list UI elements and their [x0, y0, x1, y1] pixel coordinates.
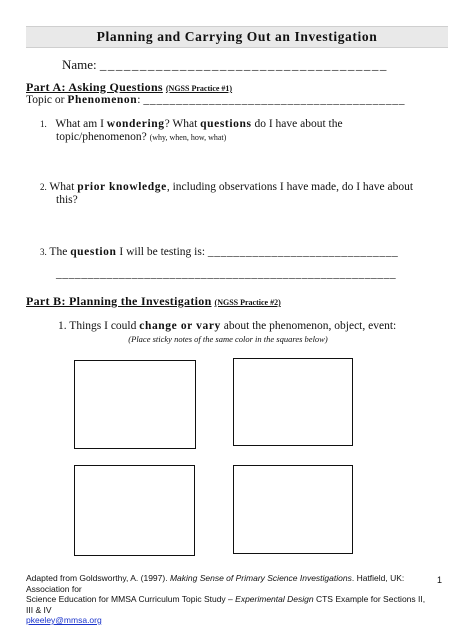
footer-email-link[interactable]: pkeeley@mmsa.org: [26, 615, 102, 625]
question-2: [40, 181, 413, 193]
q2-bold: prior knowledge: [77, 181, 167, 193]
q2-line2: this?: [56, 194, 78, 206]
question-2-line2: [56, 194, 78, 206]
sticky-square-3[interactable]: [74, 465, 195, 556]
footer-citation: [26, 573, 426, 626]
q1-line2: topic/phenomenon?: [56, 131, 147, 143]
q2-pre: What: [49, 181, 75, 193]
topic-line[interactable]: ________________________________________: [143, 94, 406, 106]
q3-line1[interactable]: ______________________________: [207, 246, 399, 258]
part-b-item-1: [58, 320, 396, 332]
q3-line2[interactable]: ______________________________________________________: [56, 268, 397, 280]
part-b-heading: Part B: Planning the Investigation: [26, 294, 212, 308]
sticky-square-1[interactable]: [74, 360, 196, 449]
b1-pre: Things I could: [69, 320, 137, 332]
q1-post: do I have about the: [254, 118, 343, 130]
footer-line2-post: CTS Example for Sections II, III & IV: [26, 594, 426, 615]
q3-bold: question: [70, 246, 117, 258]
part-a-tag: (NGSS Practice #1): [165, 84, 233, 93]
q1-pre: What am I: [55, 118, 104, 130]
q1-number: 1.: [40, 119, 47, 129]
q2-post: , including observations I have made, do I have about: [166, 181, 414, 193]
name-label: Name:: [62, 57, 97, 72]
question-1-line2: [56, 131, 226, 143]
footer-line1-pre: Adapted from Goldsworthy, A. (1997).: [26, 573, 168, 583]
name-field-row: [62, 57, 388, 73]
topic-bold: Phenomenon: [67, 94, 138, 106]
b1-number: 1.: [58, 320, 67, 332]
footer-line2-pre: Science Education for MMSA Curriculum Topic Study –: [26, 594, 233, 604]
part-b-tag: (NGSS Practice #2): [214, 298, 281, 307]
q1-bold-wondering: wondering: [106, 118, 165, 130]
topic-row: [26, 94, 405, 106]
sticky-square-4[interactable]: [233, 465, 353, 554]
q1-hint: (why, when, how, what): [149, 133, 227, 142]
b1-sub: (Place sticky notes of the same color in the squares below): [128, 334, 328, 344]
q1-bold-questions: questions: [200, 118, 252, 130]
q1-mid: ? What: [164, 118, 198, 130]
topic-colon: :: [137, 94, 141, 106]
part-a-heading-row: [26, 80, 232, 95]
footer-line1-post: . Hatfield, UK: Association for: [26, 573, 405, 594]
name-line[interactable]: ____________________________________: [99, 57, 388, 72]
q2-number: 2.: [40, 182, 47, 192]
q3-number: 3.: [40, 247, 47, 257]
b1-bold: change or vary: [139, 320, 221, 332]
footer-line1-italic: Making Sense of Primary Science Investigations: [169, 573, 352, 583]
b1-post: about the phenomenon, object, event:: [223, 320, 397, 332]
footer-line2-italic: Experimental Design: [235, 594, 314, 604]
page-number: 1: [437, 575, 443, 585]
sticky-square-2[interactable]: [233, 358, 353, 446]
q3-post: I will be testing is:: [119, 246, 206, 258]
part-a-heading: Part A: Asking Questions: [26, 80, 163, 94]
part-b-heading-row: [26, 294, 281, 309]
question-3: [40, 246, 398, 258]
question-1: [40, 118, 343, 130]
topic-label: Topic or: [26, 94, 65, 106]
q3-pre: The: [49, 246, 68, 258]
page-title: Planning and Carrying Out an Investigation: [26, 26, 448, 48]
